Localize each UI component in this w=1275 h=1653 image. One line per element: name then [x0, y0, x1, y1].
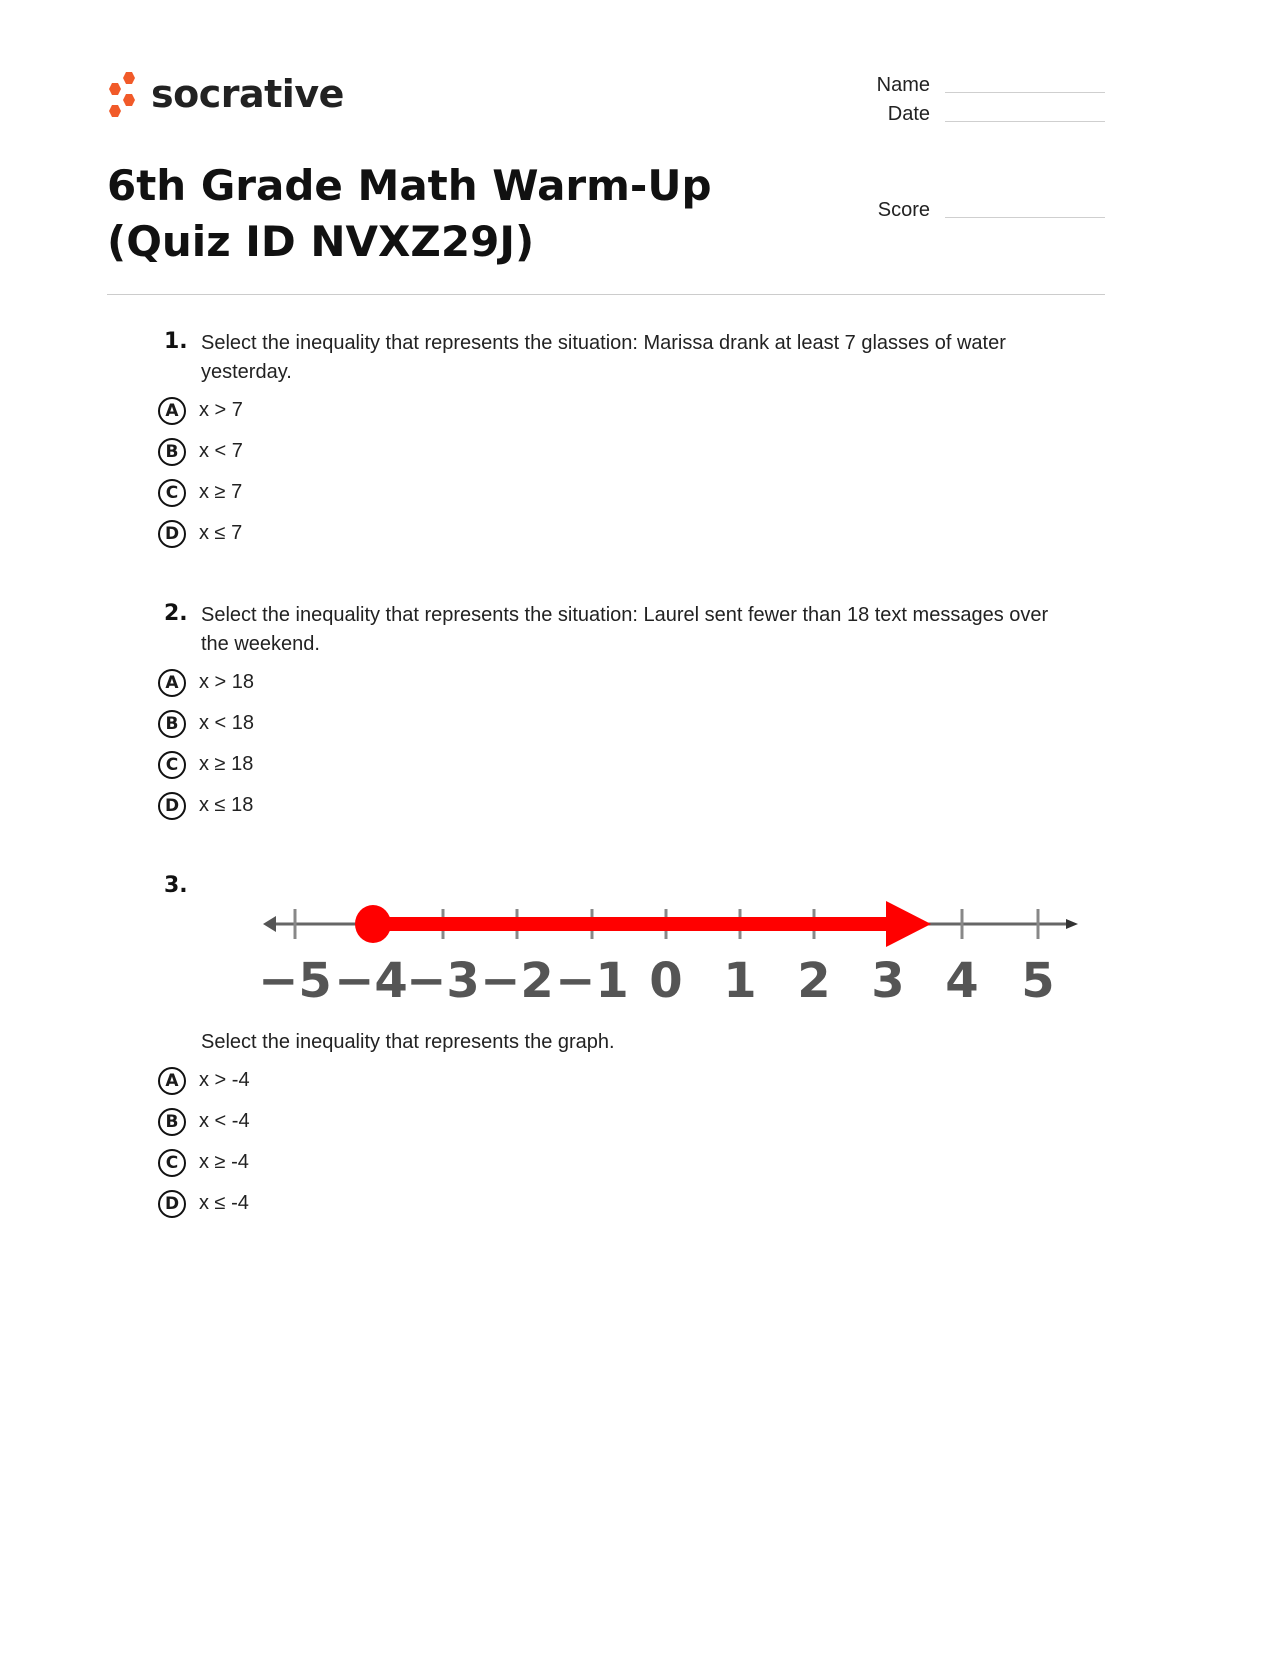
- option-a[interactable]: [158, 1060, 1068, 1101]
- svg-text:−2: −2: [480, 953, 554, 1007]
- date-label: Date: [887, 103, 930, 125]
- svg-text:−5: −5: [258, 953, 332, 1007]
- question-number: 2.: [164, 601, 188, 626]
- option-letter: D: [158, 1190, 186, 1218]
- name-line[interactable]: [945, 91, 1105, 93]
- brand-name: socrative: [151, 72, 344, 116]
- name-label: Name: [876, 74, 930, 96]
- svg-text:−4: −4: [334, 953, 408, 1007]
- header-divider: [107, 294, 1105, 295]
- option-b[interactable]: [158, 1101, 1068, 1142]
- question-1: [158, 329, 1068, 554]
- option-letter: C: [158, 1149, 186, 1177]
- question-text: Select the inequality that represents the situation: Marissa drank at least 7 glasses of water yesterday.: [201, 332, 1006, 383]
- score-line[interactable]: [945, 216, 1105, 218]
- option-b[interactable]: [158, 431, 1068, 472]
- option-text: x ≥ -4: [199, 1151, 249, 1173]
- option-a[interactable]: [158, 662, 1068, 703]
- question-number: 1.: [164, 329, 188, 354]
- question-number: 3.: [164, 873, 188, 898]
- option-letter: B: [158, 438, 186, 466]
- socrative-logo: [107, 70, 344, 118]
- page-title: 6th Grade Math Warm-Up (Quiz ID NVXZ29J): [107, 161, 712, 266]
- hexagon-cluster-icon: [107, 70, 143, 118]
- option-letter: C: [158, 479, 186, 507]
- question-2: [158, 601, 1068, 826]
- option-b[interactable]: [158, 703, 1068, 744]
- option-letter: A: [158, 397, 186, 425]
- option-c[interactable]: [158, 1142, 1068, 1183]
- option-text: x > 7: [199, 399, 243, 421]
- svg-text:0: 0: [649, 953, 683, 1007]
- option-text: x > -4: [199, 1069, 250, 1091]
- option-a[interactable]: [158, 390, 1068, 431]
- score-label: Score: [877, 199, 930, 221]
- option-text: x < 7: [199, 440, 243, 462]
- question-text: Select the inequality that represents the situation: Laurel sent fewer than 18 text messages over the weekend.: [201, 604, 1049, 655]
- option-letter: C: [158, 751, 186, 779]
- option-letter: D: [158, 520, 186, 548]
- question-3: [158, 873, 1068, 1224]
- name-field[interactable]: [860, 74, 1105, 97]
- option-letter: D: [158, 792, 186, 820]
- option-letter: A: [158, 1067, 186, 1095]
- option-text: x ≥ 18: [199, 753, 254, 775]
- svg-text:2: 2: [797, 953, 831, 1007]
- option-c[interactable]: [158, 472, 1068, 513]
- option-text: x > 18: [199, 671, 255, 693]
- option-text: x ≤ 18: [199, 794, 254, 816]
- svg-text:3: 3: [871, 953, 905, 1007]
- option-letter: A: [158, 669, 186, 697]
- date-line[interactable]: [945, 120, 1105, 122]
- option-d[interactable]: [158, 513, 1068, 554]
- svg-text:−1: −1: [555, 953, 629, 1007]
- option-text: x ≤ 7: [199, 522, 243, 544]
- question-text: Select the inequality that represents the graph.: [201, 1031, 615, 1053]
- svg-text:5: 5: [1021, 953, 1055, 1007]
- svg-text:4: 4: [945, 953, 979, 1007]
- option-c[interactable]: [158, 744, 1068, 785]
- option-text: x < -4: [199, 1110, 250, 1132]
- option-text: x < 18: [199, 712, 255, 734]
- option-text: x ≤ -4: [199, 1192, 249, 1214]
- option-d[interactable]: [158, 785, 1068, 826]
- number-line-graph: [238, 877, 1088, 1007]
- option-letter: B: [158, 1108, 186, 1136]
- svg-text:1: 1: [723, 953, 757, 1007]
- date-field[interactable]: [860, 103, 1105, 126]
- score-field[interactable]: [860, 199, 1105, 222]
- svg-text:−3: −3: [406, 953, 480, 1007]
- option-letter: B: [158, 710, 186, 738]
- option-d[interactable]: [158, 1183, 1068, 1224]
- option-text: x ≥ 7: [199, 481, 243, 503]
